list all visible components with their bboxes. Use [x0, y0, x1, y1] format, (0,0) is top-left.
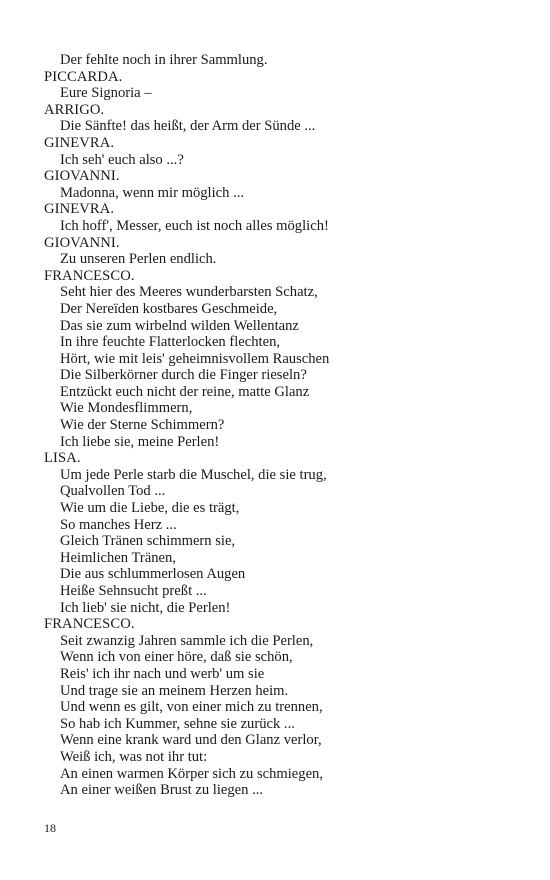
speaker-name: FRANCESCO. [44, 267, 135, 284]
speaker-name: ARRIGO. [44, 101, 105, 118]
verse-line: Und wenn es gilt, von einer mich zu trennen, [60, 699, 323, 716]
play-text [44, 52, 534, 799]
verse-line: Der Nereïden kostbares Geschmeide, [60, 300, 278, 317]
speaker-name: GIOVANNI. [44, 234, 120, 251]
verse-line: Wenn ich von einer höre, daß sie schön, [60, 649, 293, 666]
verse-line: So hab ich Kummer, sehne sie zurück ... [60, 715, 295, 732]
verse-line: Um jede Perle starb die Muschel, die sie trug, [60, 466, 327, 483]
verse-line: Die Sänfte! das heißt, der Arm der Sünde ... [60, 118, 316, 135]
verse-line: Entzückt euch nicht der reine, matte Glanz [60, 383, 310, 400]
verse-line: Madonna, wenn mir möglich ... [60, 184, 245, 201]
verse-line: Ich liebe sie, meine Perlen! [60, 433, 220, 450]
verse-line: Ich lieb' sie nicht, die Perlen! [60, 599, 231, 616]
verse-line: Eure Signoria – [60, 85, 152, 102]
verse-line: An einer weißen Brust zu liegen ... [60, 782, 264, 799]
verse-line: An einen warmen Körper sich zu schmiegen, [60, 765, 324, 782]
verse-line: So manches Herz ... [60, 516, 177, 533]
verse-line: Das sie zum wirbelnd wilden Wellentanz [60, 317, 299, 334]
verse-line: Gleich Tränen schimmern sie, [60, 533, 236, 550]
verse-line: Qualvollen Tod ... [60, 483, 166, 500]
verse-line: Ich seh' euch also ...? [60, 151, 184, 168]
verse-line: Zu unseren Perlen endlich. [60, 251, 217, 268]
speaker-name: GINEVRA. [44, 201, 115, 218]
speaker-name: LISA. [44, 450, 81, 467]
verse-line: In ihre feuchte Flatterlocken flechten, [60, 334, 281, 351]
speaker-name: PICCARDA. [44, 68, 123, 85]
verse-line: Heimlichen Tränen, [60, 549, 176, 566]
speaker-name: FRANCESCO. [44, 616, 135, 633]
verse-line: Wie um die Liebe, die es trägt, [60, 500, 240, 517]
verse-line: Seht hier des Meeres wunderbarsten Schatz, [60, 284, 318, 301]
verse-line: Wenn eine krank ward und den Glanz verlor, [60, 732, 322, 749]
verse-line: Die Silberkörner durch die Finger rieseln? [60, 367, 307, 384]
verse-line: Die aus schlummerlosen Augen [60, 566, 246, 583]
verse-line: Heiße Sehnsucht preßt ... [60, 583, 207, 599]
verse-line: Reis' ich ihr nach und werb' um sie [60, 665, 265, 682]
verse-line: Seit zwanzig Jahren sammle ich die Perlen, [60, 632, 314, 649]
verse-line: Weiß ich, was not ihr tut: [60, 748, 208, 765]
verse-line: Und trage sie an meinem Herzen heim. [60, 682, 289, 699]
verse-line: Ich hoff', Messer, euch ist noch alles möglich! [60, 217, 329, 234]
verse-line: Wie Mondesflimmern, [60, 400, 193, 417]
page-number: 18 [44, 821, 56, 835]
verse-line: Der fehlte noch in ihrer Sammlung. [60, 52, 268, 68]
verse-line: Wie der Sterne Schimmern? [60, 417, 225, 434]
speaker-name: GIOVANNI. [44, 168, 120, 185]
verse-line: Hört, wie mit leis' geheimnisvollem Rauschen [60, 350, 330, 367]
speaker-name: GINEVRA. [44, 134, 115, 151]
